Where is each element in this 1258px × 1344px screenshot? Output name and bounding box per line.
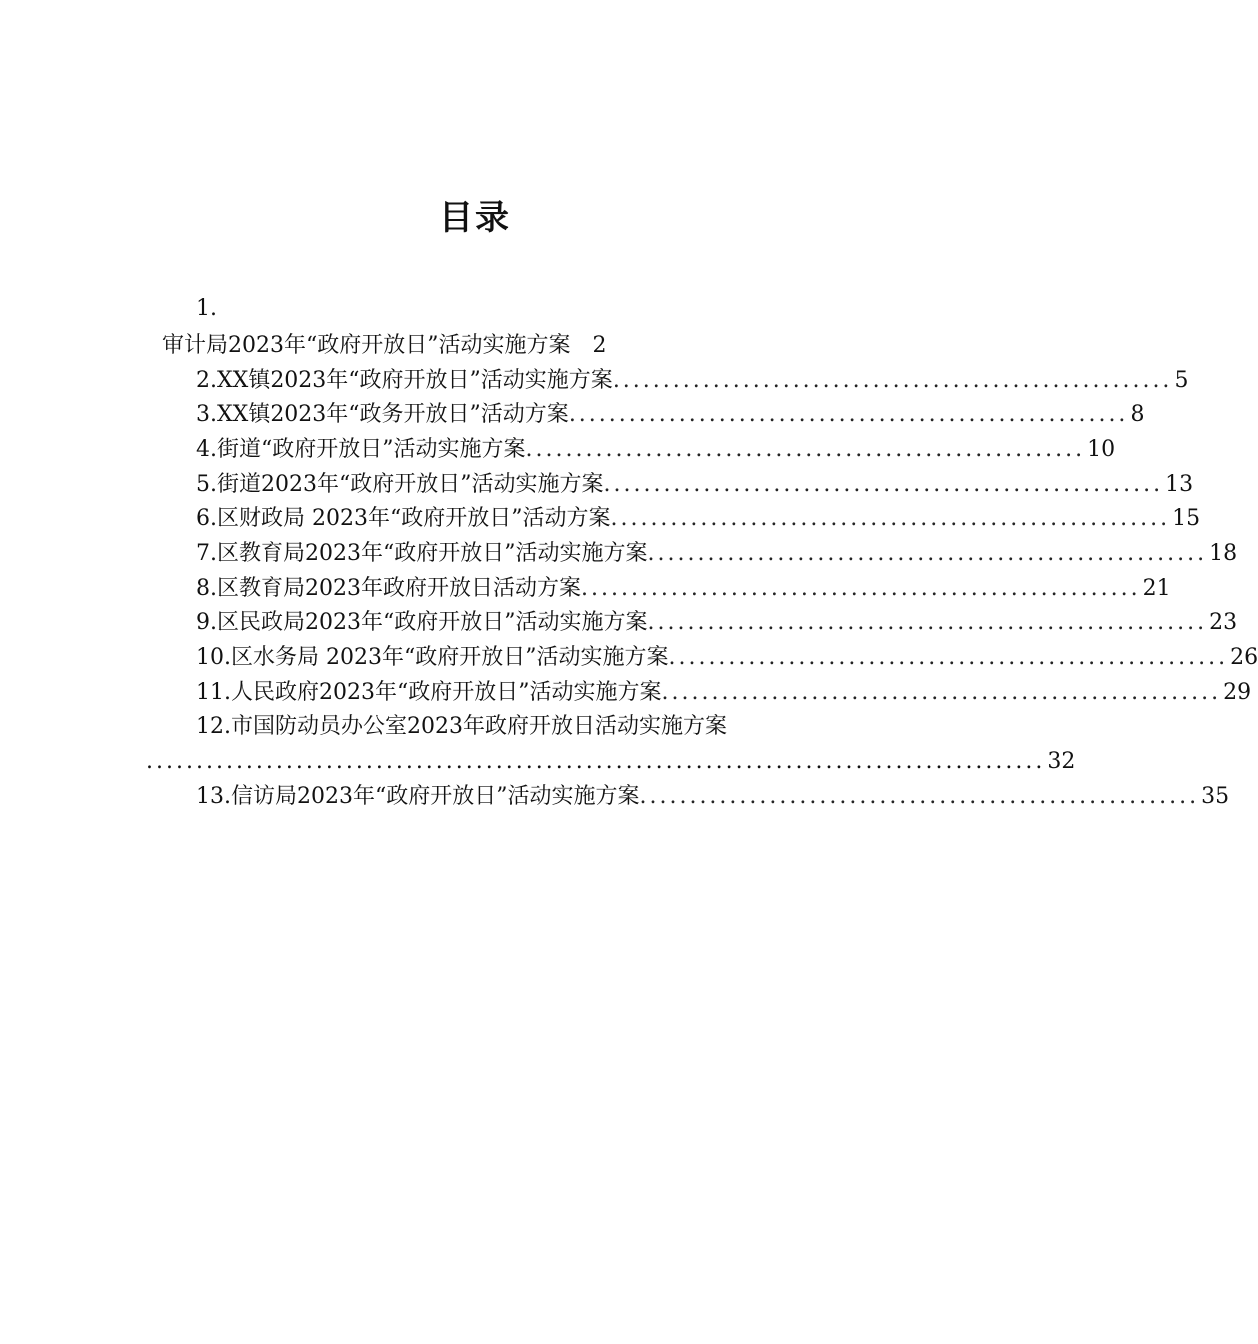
toc-entry-5[interactable] xyxy=(196,468,1194,502)
toc-entry-6[interactable] xyxy=(196,502,1201,536)
toc-entry-12[interactable] xyxy=(196,710,727,744)
toc-entry-page: 32 xyxy=(1047,749,1076,774)
toc-entry-11[interactable] xyxy=(196,676,1252,710)
toc-entry-text: 4.街道“政府开放日”活动实施方案 xyxy=(196,437,526,462)
toc-entry-text: 13.信访局2023年“政府开放日”活动实施方案 xyxy=(196,784,640,809)
toc-entry-13[interactable] xyxy=(196,780,1230,814)
toc-entry-page: 29 xyxy=(1223,680,1252,705)
toc-entry-page: 5 xyxy=(1174,368,1189,393)
leader-dots: ........................................................ xyxy=(661,680,1222,705)
toc-entry-page: 15 xyxy=(1172,506,1201,531)
toc-entry-8[interactable] xyxy=(196,572,1171,606)
toc-entry-3[interactable] xyxy=(196,398,1145,432)
toc-entry-page: 13 xyxy=(1165,472,1194,497)
leader-dots: ........................................................ xyxy=(639,784,1200,809)
toc-entry-number: 1. xyxy=(196,296,217,321)
toc-entry-text: 9.区民政局2023年“政府开放日”活动实施方案 xyxy=(196,610,648,635)
toc-title: 目录 xyxy=(439,198,511,238)
leader-dots: ........................................................ xyxy=(525,437,1086,462)
toc-entry-page: 10 xyxy=(1087,437,1116,462)
toc-entry-text: 12.市国防动员办公室2023年政府开放日活动实施方案 xyxy=(196,714,727,739)
toc-entry-7[interactable] xyxy=(196,537,1238,571)
toc-entry-page: 26 xyxy=(1230,645,1258,670)
toc-entry-text: 8.区教育局2023年政府开放日活动方案 xyxy=(196,576,581,601)
toc-entry-text: 10.区水务局 2023年“政府开放日”活动实施方案 xyxy=(196,645,669,670)
leader-dots: .......................................................................................... xyxy=(146,749,1046,774)
toc-entry-page: 23 xyxy=(1209,610,1238,635)
toc-entry-text: 审计局2023年“政府开放日”活动实施方案 xyxy=(162,333,571,358)
toc-entry-text: 6.区财政局 2023年“政府开放日”活动方案 xyxy=(196,506,611,531)
toc-entry-4[interactable] xyxy=(196,433,1116,467)
toc-entry-1[interactable] xyxy=(162,329,606,363)
leader-dots: ........................................................ xyxy=(580,576,1141,601)
toc-entry-page: 8 xyxy=(1130,402,1145,427)
toc-entry-text: 11.人民政府2023年“政府开放日”活动实施方案 xyxy=(196,680,662,705)
leader-dots: ........................................................ xyxy=(568,402,1129,427)
leader-dots: ........................................................ xyxy=(668,645,1229,670)
toc-entry-10[interactable] xyxy=(196,641,1258,675)
leader-dots: ........................................................ xyxy=(612,368,1173,393)
leader-dots: ........................................................ xyxy=(603,472,1164,497)
leader-dots: ........................................................ xyxy=(610,506,1171,531)
leader-dots: ........................................................ xyxy=(647,541,1208,566)
toc-entry-page: 2 xyxy=(592,333,607,358)
toc-entry-page: 35 xyxy=(1201,784,1230,809)
toc-entry-9[interactable] xyxy=(196,606,1238,640)
toc-entry-text: 2.XX镇2023年“政府开放日”活动实施方案 xyxy=(196,368,613,393)
toc-entry-page: 18 xyxy=(1209,541,1238,566)
toc-entry-text: 7.区教育局2023年“政府开放日”活动实施方案 xyxy=(196,541,648,566)
toc-entry-page: 21 xyxy=(1142,576,1171,601)
toc-entry-12-leader[interactable] xyxy=(146,745,1076,779)
toc-entry-2[interactable] xyxy=(196,364,1189,398)
toc-entry-1-number[interactable] xyxy=(196,292,217,326)
leader-dots: ........................................................ xyxy=(647,610,1208,635)
toc-entry-text: 3.XX镇2023年“政务开放日”活动方案 xyxy=(196,402,569,427)
toc-entry-text: 5.街道2023年“政府开放日”活动实施方案 xyxy=(196,472,604,497)
